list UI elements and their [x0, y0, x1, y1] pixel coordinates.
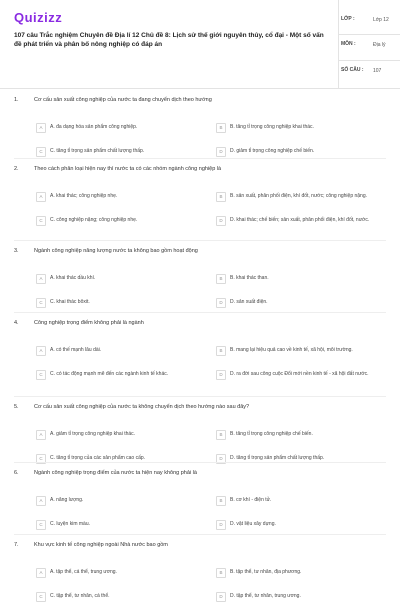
- option-letter-box[interactable]: B: [216, 568, 226, 578]
- option-letter-box[interactable]: D: [216, 592, 226, 602]
- option-letter-box[interactable]: D: [216, 370, 226, 380]
- lop-label: LỚP :: [341, 16, 355, 22]
- socau-value: 107: [373, 68, 382, 74]
- option-text: A. tập thể, cá thể, trung ương.: [50, 569, 117, 575]
- option-text: D. ra đời sau công cuộc Đổi mới nền kinh tế - xã hội đất nước.: [230, 371, 369, 377]
- option-text: A. khai thác dầu khí.: [50, 275, 96, 281]
- question-number: 3.: [14, 248, 19, 254]
- page-title: 107 câu Trắc nghiệm Chuyên đề Địa lí 12 Chủ đề 8: Lịch sử thế giới nguyên thủy, cổ đại - Một số vấn đề phát triển và phân bố nông nghiệp có đáp án: [14, 32, 324, 48]
- option-letter-box[interactable]: B: [216, 346, 226, 356]
- option-text: D. khai thác; chế biến; sản xuất, phân phối điện, khí đốt, nước.: [230, 217, 370, 223]
- option-text: A. khai thác; công nghiệp nhẹ.: [50, 193, 118, 199]
- option-text: D. tăng tỉ trọng sản phẩm chất lượng thấp.: [230, 455, 325, 461]
- option-letter-box[interactable]: B: [216, 496, 226, 506]
- question-number: 1.: [14, 97, 19, 103]
- meta-panel: [338, 0, 400, 88]
- option-letter-box[interactable]: D: [216, 298, 226, 308]
- option-text: C. khai thác bôxit.: [50, 299, 90, 305]
- question-number: 6.: [14, 470, 19, 476]
- option-letter-box[interactable]: A: [36, 430, 46, 440]
- option-text: D. vật liệu xây dựng.: [230, 521, 276, 527]
- option-letter-box[interactable]: C: [36, 592, 46, 602]
- header: [0, 0, 400, 89]
- question-text: Khu vực kinh tế công nghiệp ngoài Nhà nước bao gồm: [34, 542, 168, 548]
- question-divider: [14, 462, 386, 463]
- question-text: Công nghiệp trọng điểm không phải là ngành: [34, 320, 144, 326]
- question-text: Theo cách phân loại hiện nay thì nước ta có các nhóm ngành công nghiệp là: [34, 166, 222, 172]
- question-text: Ngành công nghiệp trọng điểm của nước ta hiện nay không phải là: [34, 470, 197, 476]
- option-text: A. đa dạng hóa sản phẩm công nghiệp.: [50, 124, 138, 130]
- question-text: Cơ cấu sản xuất công nghiệp của nước ta không chuyển dịch theo hướng nào sau đây?: [34, 404, 250, 410]
- question-divider: [14, 240, 386, 241]
- option-text: B. tăng tỉ trọng công nghiệp chế biến.: [230, 431, 313, 437]
- option-letter-box[interactable]: D: [216, 520, 226, 530]
- option-text: C. tăng tỉ trọng sản phẩm chất lượng thấp.: [50, 148, 145, 154]
- question-number: 5.: [14, 404, 19, 410]
- quizizz-logo[interactable]: Quizizz: [14, 10, 63, 25]
- question-divider: [14, 158, 386, 159]
- option-letter-box[interactable]: C: [36, 298, 46, 308]
- option-letter-box[interactable]: B: [216, 430, 226, 440]
- option-letter-box[interactable]: C: [36, 147, 46, 157]
- option-letter-box[interactable]: C: [36, 454, 46, 464]
- option-text: B. sản xuất, phân phối điện, khí đốt, nước; công nghiệp nặng.: [230, 193, 367, 199]
- option-text: B. mang lại hiệu quả cao về kinh tế, xã hội, môi trường.: [230, 347, 353, 353]
- option-text: B. khai thác than.: [230, 275, 269, 281]
- option-letter-box[interactable]: B: [216, 123, 226, 133]
- option-letter-box[interactable]: A: [36, 274, 46, 284]
- question-divider: [14, 534, 386, 535]
- option-text: D. tập thể, tư nhân, trung ương.: [230, 593, 301, 599]
- socau-label: SỐ CÂU :: [341, 67, 364, 73]
- option-letter-box[interactable]: C: [36, 370, 46, 380]
- mon-label: MÔN :: [341, 41, 356, 47]
- question-number: 4.: [14, 320, 19, 326]
- meta-divider: [339, 60, 400, 61]
- question-divider: [14, 312, 386, 313]
- option-text: D. sản xuất điện.: [230, 299, 268, 305]
- option-letter-box[interactable]: C: [36, 216, 46, 226]
- option-text: A. giảm tỉ trọng công nghiệp khai thác.: [50, 431, 136, 437]
- option-text: C. công nghiệp nặng; công nghiệp nhẹ.: [50, 217, 138, 223]
- question-number: 7.: [14, 542, 19, 548]
- option-text: B. tăng tỉ trọng công nghiệp khai thác.: [230, 124, 314, 130]
- option-letter-box[interactable]: A: [36, 123, 46, 133]
- option-text: C. luyện kim màu.: [50, 521, 91, 527]
- option-letter-box[interactable]: C: [36, 520, 46, 530]
- option-text: C. tập thể, tư nhân, cá thể.: [50, 593, 110, 599]
- option-letter-box[interactable]: D: [216, 454, 226, 464]
- option-letter-box[interactable]: A: [36, 192, 46, 202]
- option-letter-box[interactable]: B: [216, 274, 226, 284]
- option-text: A. có thế mạnh lâu dài.: [50, 347, 102, 353]
- question-text: Ngành công nghiệp năng lượng nước ta không bao gồm hoạt động: [34, 248, 198, 254]
- option-text: D. giảm tỉ trọng công nghiệp chế biến.: [230, 148, 315, 154]
- option-letter-box[interactable]: B: [216, 192, 226, 202]
- option-letter-box[interactable]: A: [36, 346, 46, 356]
- option-letter-box[interactable]: A: [36, 568, 46, 578]
- option-text: C. tăng tỉ trọng của các sản phẩm cao cấp.: [50, 455, 146, 461]
- meta-divider: [339, 34, 400, 35]
- option-text: C. có tác động mạnh mẽ đến các ngành kinh tế khác.: [50, 371, 169, 377]
- question-divider: [14, 396, 386, 397]
- question-number: 2.: [14, 166, 19, 172]
- option-text: A. năng lượng.: [50, 497, 84, 503]
- mon-value: Địa lý: [373, 42, 386, 48]
- option-letter-box[interactable]: D: [216, 216, 226, 226]
- option-letter-box[interactable]: A: [36, 496, 46, 506]
- question-text: Cơ cấu sản xuất công nghiệp của nước ta đang chuyển dịch theo hướng: [34, 97, 212, 103]
- option-text: B. tập thể, tư nhân, địa phương.: [230, 569, 302, 575]
- option-letter-box[interactable]: D: [216, 147, 226, 157]
- option-text: B. cơ khí - điện tử.: [230, 497, 272, 503]
- lop-value: Lớp 12: [373, 17, 389, 23]
